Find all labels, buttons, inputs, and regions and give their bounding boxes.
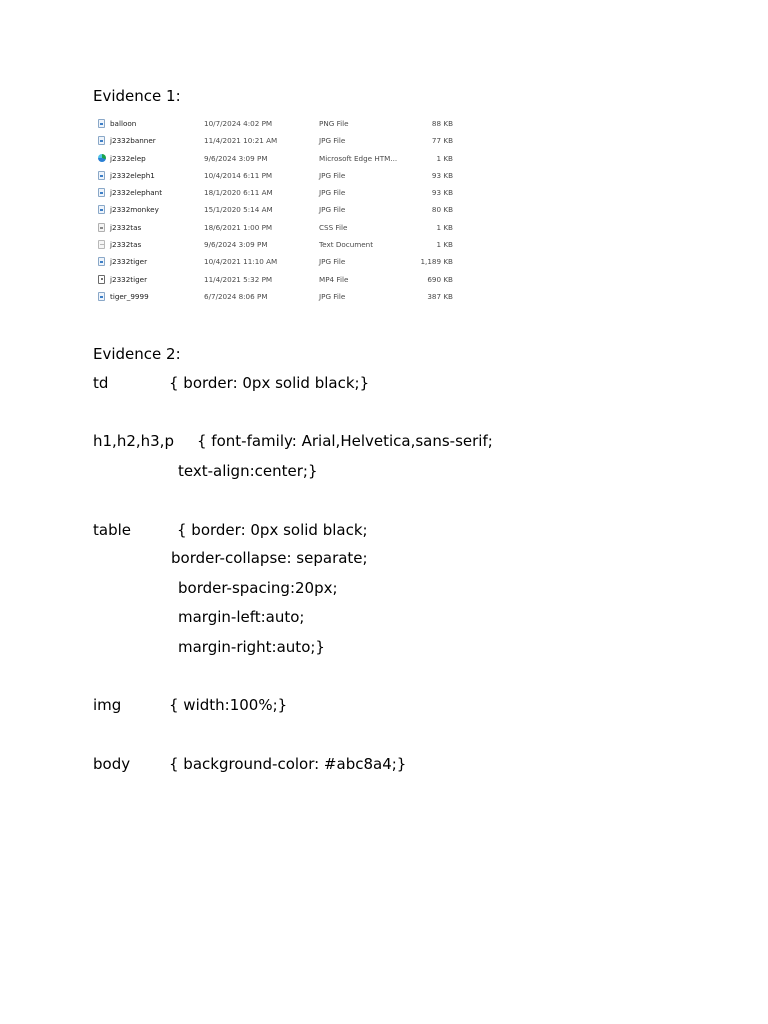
evidence-2-heading: Evidence 2: <box>93 345 181 363</box>
file-name: balloon <box>110 119 137 128</box>
file-size: 80 KB <box>431 205 453 215</box>
file-date: 10/7/2024 4:02 PM <box>204 119 273 128</box>
file-row <box>93 219 459 236</box>
file-name: j2332eleph1 <box>110 170 155 180</box>
code-declaration: { width:100%;} <box>169 696 288 714</box>
code-declaration: border-spacing:20px; <box>178 579 338 597</box>
file-size: 1 KB <box>436 240 453 250</box>
evidence-1-heading: Evidence 1: <box>93 87 181 105</box>
file-explorer-screenshot <box>93 115 459 305</box>
file-name: j2332tas <box>110 222 142 232</box>
file-date: 11/4/2021 5:32 PM <box>204 274 273 284</box>
code-declaration: text-align:center;} <box>178 462 318 480</box>
jpg-file-icon <box>98 205 105 214</box>
file-date: 11/4/2021 10:21 AM <box>204 136 278 146</box>
file-row <box>93 184 459 201</box>
code-selector: img <box>93 696 122 714</box>
jpg-file-icon <box>98 257 105 266</box>
file-type: CSS File <box>319 222 348 232</box>
file-size: 1 KB <box>436 222 453 232</box>
file-name: tiger_9999 <box>110 291 149 301</box>
file-size: 690 KB <box>427 274 453 284</box>
file-name: j2332tas <box>110 240 142 250</box>
file-name: j2332tiger <box>110 257 148 267</box>
file-size: 88 KB <box>431 119 453 128</box>
jpg-file-icon <box>98 188 105 197</box>
file-row <box>93 253 459 270</box>
file-row <box>93 271 459 288</box>
file-type: JPG File <box>319 205 346 215</box>
file-row <box>93 167 459 184</box>
file-row <box>93 288 459 305</box>
file-size: 1 KB <box>436 153 453 163</box>
file-type: JPG File <box>319 257 346 267</box>
file-date: 18/6/2021 1:00 PM <box>204 222 273 232</box>
code-selector: td <box>93 374 109 392</box>
file-type: JPG File <box>319 188 346 198</box>
file-row <box>93 132 459 149</box>
jpg-file-icon <box>98 171 105 180</box>
file-type: Text Document <box>319 240 374 250</box>
file-size: 93 KB <box>431 170 453 180</box>
file-row <box>93 201 459 218</box>
file-size: 1,189 KB <box>420 257 453 267</box>
file-name: j2332elephant <box>110 188 163 198</box>
jpg-file-icon <box>98 292 105 301</box>
file-row <box>93 150 459 167</box>
code-declaration: { border: 0px solid black;} <box>169 374 370 392</box>
code-declaration: margin-right:auto;} <box>178 638 325 656</box>
png-file-icon <box>98 119 105 128</box>
file-type: PNG File <box>319 119 349 128</box>
file-name: j2332tiger <box>110 274 148 284</box>
code-selector: h1,h2,h3,p <box>93 432 174 450</box>
file-date: 6/7/2024 8:06 PM <box>204 291 268 301</box>
file-size: 77 KB <box>431 136 453 146</box>
edge-html-icon <box>98 154 106 162</box>
jpg-file-icon <box>98 136 105 145</box>
file-row <box>93 236 459 253</box>
file-date: 9/6/2024 3:09 PM <box>204 153 268 163</box>
file-date: 10/4/2021 11:10 AM <box>204 257 278 267</box>
code-declaration: { background-color: #abc8a4;} <box>169 755 407 773</box>
text-file-icon <box>98 240 105 249</box>
file-name: j2332elep <box>110 153 146 163</box>
file-date: 9/6/2024 3:09 PM <box>204 240 268 250</box>
file-type: JPG File <box>319 291 346 301</box>
file-name: j2332banner <box>110 136 156 146</box>
file-date: 18/1/2020 6:11 AM <box>204 188 273 198</box>
file-type: MP4 File <box>319 274 349 284</box>
file-size: 93 KB <box>431 188 453 198</box>
code-declaration: { border: 0px solid black; <box>177 521 368 539</box>
code-declaration: margin-left:auto; <box>178 608 305 626</box>
code-declaration: { font-family: Arial,Helvetica,sans-serif; <box>197 432 493 450</box>
code-selector: body <box>93 755 131 773</box>
css-file-icon <box>98 223 105 232</box>
file-type: JPG File <box>319 170 346 180</box>
file-date: 10/4/2014 6:11 PM <box>204 170 273 180</box>
code-declaration: border-collapse: separate; <box>171 549 368 567</box>
file-row <box>93 115 459 132</box>
file-type: JPG File <box>319 136 346 146</box>
file-size: 387 KB <box>427 291 453 301</box>
code-selector: table <box>93 521 131 539</box>
file-date: 15/1/2020 5:14 AM <box>204 205 273 215</box>
file-name: j2332monkey <box>110 205 159 215</box>
mp4-file-icon <box>98 275 105 284</box>
file-type: Microsoft Edge HTM... <box>319 153 398 163</box>
